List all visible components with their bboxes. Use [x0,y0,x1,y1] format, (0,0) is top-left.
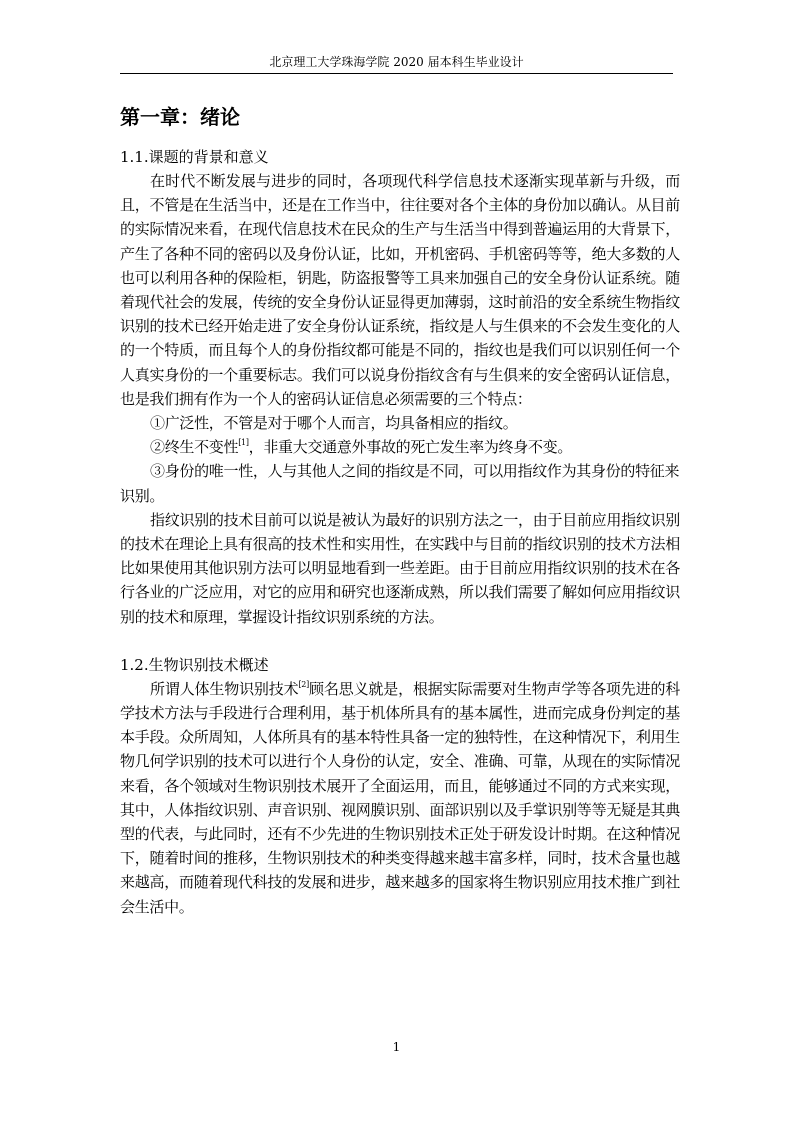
page-number: 1 [392,1040,401,1054]
chapter-title: 第一章：绪论 [120,105,240,129]
paragraph-text: 所谓人体生物识别技术 [150,679,299,698]
list-item-text: ②终生不变性 [150,438,239,457]
paragraph-background: 在时代不断发展与进步的同时，各项现代科学信息技术逐渐实现革新与升级，而且，不管是在生活当中，还是在工作当中，往往要对各个主体的身份加以确认。从目前的实际情况来看，在现代信息技术在民众的生产与生活当中得到普遍运用的大背景下，产生了各种不同的密码以及身份认证，比如，开机密码、手机密码等等，绝大多数的人也可以利用各种的保险柜，钥匙，防盗报警等工具来加强自己的安全身份认证系统。随着现代社会的发展，传统的安全身份认证显得更加薄弱，这时前沿的安全系统生物指纹识别的技术已经开始走进了安全身份认证系统，指纹是人与生俱来的不会发生变化的人的一个特质，而且每个人的身份指纹都可能是不同的，指纹也是我们可以识别任何一个人真实身份的一个重要标志。我们可以说身份指纹含有与生俱来的安全密码认证信息，也是我们拥有作为一个人的密码认证信息必须需要的三个特点： [120,172,680,408]
section-heading-1-2: 1.2.生物识别技术概述 [120,655,269,674]
list-item-permanence [120,435,680,459]
header-rule [120,73,673,74]
section-heading-1-1: 1.1.课题的背景和意义 [120,148,269,166]
list-item-universality: ①广泛性，不管是对于哪个人而言，均具备相应的指纹。 [150,414,518,433]
page-body [120,103,680,919]
list-item-text: ，非重大交通意外事故的死亡发生率为终身不变。 [248,438,573,457]
list-item-uniqueness: ③身份的唯一性，人与其他人之间的指纹是不同，可以用指纹作为其身份的特征来识别。 [120,462,680,505]
citation-marker: [2] [298,679,309,689]
section-spacer [120,629,680,653]
paragraph-text: 顾名思义就是，根据实际需要对生物声学等各项先进的科学技术方法与手段进行合理利用，基于机体所具有的基本属性，进而完成身份判定的基本手段。众所周知，人体所具有的基本特性具备一定的独特性，在这种情况下，利用生物几何学识别的技术可以进行个人身份的认定，安全、准确、可靠，从现在的实际情况来看，各个领域对生物识别技术展开了全面运用，而且，能够通过不同的方式来实现，其中，人体指纹识别、声音识别、视网膜识别、面部识别以及手掌识别等等无疑是其典型的代表，与此同时，还有不少先进的生物识别技术正处于研发设计时期。在这种情况下，随着时间的推移，生物识别技术的种类变得越来越丰富多样，同时，技术含量也越来越高，而随着现代科技的发展和进步，越来越多的国家将生物识别应用技术推广到社会生活中。 [120,679,680,916]
running-header: 北京理工大学珠海学院 2020 届本科生毕业设计 [269,55,524,69]
paragraph-biometrics-overview [120,677,680,919]
citation-marker: [1] [238,438,249,448]
paragraph-fingerprint-tech: 指纹识别的技术目前可以说是被认为最好的识别方法之一，由于目前应用指纹识别的技术在理论上具有很高的技术性和实用性，在实践中与目前的指纹识别的技术方法相比如果使用其他识别方法可以明显地看到一些差距。由于目前应用指纹识别的技术在各行各业的广泛应用，对它的应用和研究也逐渐成熟，所以我们需要了解如何应用指纹识别的技术和原理，掌握设计指纹识别系统的方法。 [120,510,680,626]
